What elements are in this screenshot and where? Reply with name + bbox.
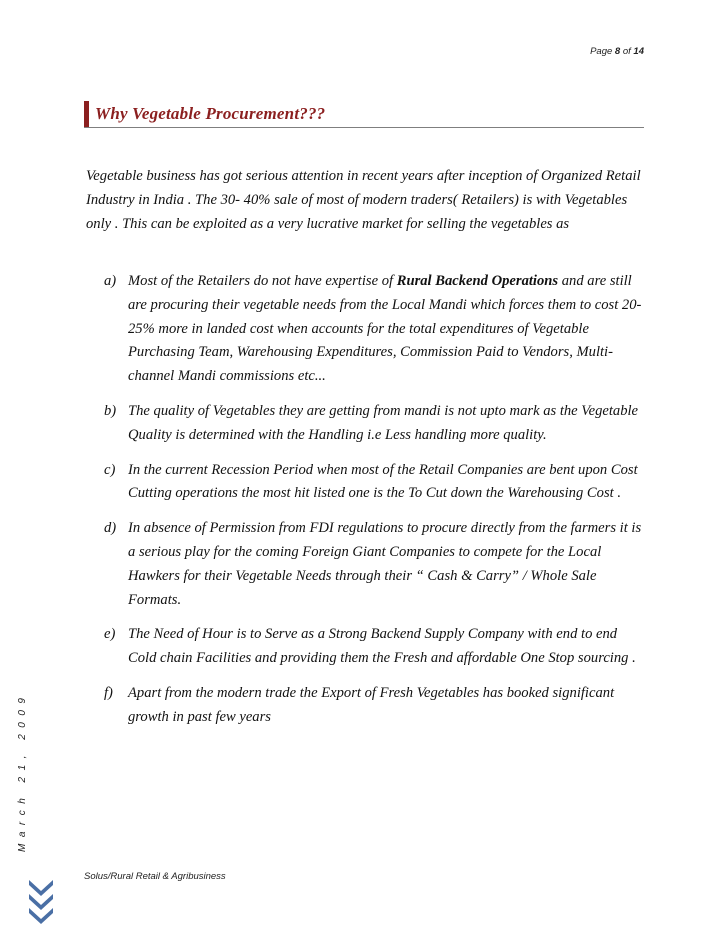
footer-text: Solus/Rural Retail & Agribusiness <box>84 871 226 882</box>
reasons-list <box>86 270 646 741</box>
title-accent-bar <box>84 101 89 127</box>
list-marker: f) <box>104 684 113 701</box>
list-item-a: a) Most of the Retailers do not have expertise of Rural Backend Operations and are still are procuring their vegetable needs from the Local Mandi which forces them to cost 20-25% more in landed cost when accounts for the total expenditures of Vegetable Purchasing Team, Warehousing Expenditures, Commission Paid to Vendors, Multi-channel Mandi commissions etc... <box>86 270 646 389</box>
section-title-bar <box>84 101 644 128</box>
list-marker: e) <box>104 626 116 643</box>
list-item-d: d) In absence of Permission from FDI regulations to procure directly from the farmers it is a serious play for the coming Foreign Giant Companies to compete for the Local Hawkers for their Vegetable Needs through their “ Cash & Carry” / Whole Sale Formats. <box>86 517 646 612</box>
list-marker: a) <box>104 273 117 289</box>
list-item-c: c) In the current Recession Period when most of the Retail Companies are bent upon Cost Cutting operations the most hit listed one is the To Cut down the Warehousing Cost . <box>86 459 646 507</box>
list-item-e: e) The Need of Hour is to Serve as a Strong Backend Supply Company with end to end Cold chain Facilities and providing them the Fresh and affordable One Stop sourcing . <box>86 623 646 671</box>
section-title: Why Vegetable Procurement??? <box>95 104 326 123</box>
emphasis-text: Rural Backend Operations <box>396 273 559 289</box>
chevron-icon <box>29 894 53 910</box>
list-marker: d) <box>104 520 117 537</box>
chevron-icon <box>29 908 53 924</box>
intro-paragraph: Vegetable business has got serious attention in recent years after inception of Organized Retail Industry in India . The 30- 40% sale of most of modern traders( Retailers) is with Vegetables only . This can be exploited as a very lucrative market for selling the vegetables as <box>86 168 641 232</box>
triple-chevron-down-icon <box>28 878 54 928</box>
chevron-icon <box>29 880 53 896</box>
list-item-b: b) The quality of Vegetables they are getting from mandi is not upto mark as the Vegetable Quality is determined with the Handling i.e Less handling more quality. <box>86 400 646 448</box>
side-date: March 21, 2009 <box>17 691 28 852</box>
page-number: Page 8 of 14 <box>590 46 644 57</box>
list-item-f: f) Apart from the modern trade the Export of Fresh Vegetables has booked significant growth in past few years <box>86 682 646 730</box>
list-marker: c) <box>104 461 116 478</box>
list-marker: b) <box>104 402 117 419</box>
